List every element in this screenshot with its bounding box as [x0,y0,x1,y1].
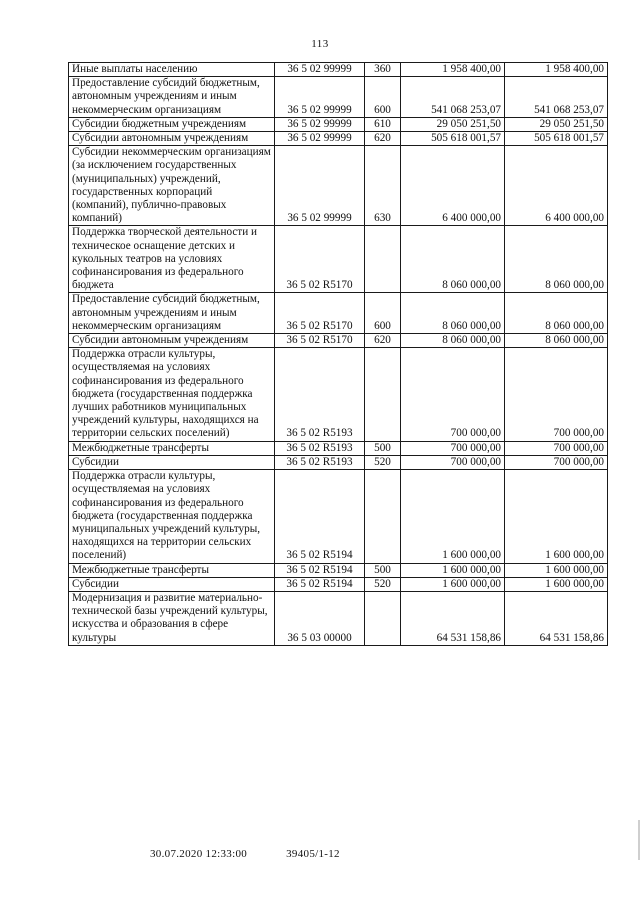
row-amount-a-cell: 1 958 400,00 [401,63,505,77]
row-amount-b-cell: 700 000,00 [505,441,608,455]
table-row [69,293,608,334]
row-amount-b-cell: 6 400 000,00 [505,146,608,226]
row-amount-a-cell: 8 060 000,00 [401,334,505,348]
row-amount-b-cell: 64 531 158,86 [505,591,608,645]
table-row [69,591,608,645]
row-expense-type-cell: 500 [365,441,401,455]
table-row [69,348,608,441]
row-expense-type-cell [365,226,401,293]
row-amount-a-cell: 1 600 000,00 [401,577,505,591]
row-code-cell: 36 5 02 R5193 [275,441,365,455]
row-code-cell: 36 5 02 R5194 [275,563,365,577]
row-code-cell: 36 5 02 R5194 [275,470,365,563]
row-amount-a-cell: 700 000,00 [401,348,505,441]
row-amount-b-cell: 8 060 000,00 [505,293,608,334]
row-expense-type-cell: 360 [365,63,401,77]
row-name-cell: Предоставление субсидий бюджетным, автономным учреждениям и иным некоммерческим организациям [69,293,275,334]
row-amount-a-cell: 29 050 251,50 [401,117,505,131]
row-name-cell: Субсидии некоммерческим организациям (за исключением государственных (муниципальных) учреждений, государственных корпораций (компаний), публично-правовых компаний) [69,146,275,226]
row-name-cell: Поддержка отрасли культуры, осуществляемая на условиях софинансирования из федерального бюджета (государственная поддержка лучших работников муниципальных учреждений культуры, находящихся на территории сельских поселений) [69,348,275,441]
row-amount-a-cell: 505 618 001,57 [401,132,505,146]
row-name-cell: Поддержка отрасли культуры, осуществляемая на условиях софинансирования из федерального бюджета (государственная поддержка муниципальных учреждений культуры, находящихся на территории сельских поселений) [69,470,275,563]
row-code-cell: 36 5 02 R5170 [275,293,365,334]
row-amount-a-cell: 700 000,00 [401,441,505,455]
row-code-cell: 36 5 02 R5193 [275,455,365,469]
row-code-cell: 36 5 02 R5170 [275,226,365,293]
row-name-cell: Межбюджетные трансферты [69,441,275,455]
budget-table [68,62,608,646]
row-amount-a-cell: 541 068 253,07 [401,77,505,118]
row-amount-b-cell: 1 600 000,00 [505,470,608,563]
row-expense-type-cell: 600 [365,77,401,118]
row-amount-a-cell: 1 600 000,00 [401,470,505,563]
row-amount-b-cell: 505 618 001,57 [505,132,608,146]
row-amount-a-cell: 700 000,00 [401,455,505,469]
row-code-cell: 36 5 02 R5193 [275,348,365,441]
row-amount-b-cell: 700 000,00 [505,348,608,441]
table-row [69,441,608,455]
row-expense-type-cell: 630 [365,146,401,226]
row-amount-b-cell: 1 600 000,00 [505,563,608,577]
table-row [69,455,608,469]
row-expense-type-cell [365,470,401,563]
row-code-cell: 36 5 02 99999 [275,146,365,226]
row-amount-a-cell: 8 060 000,00 [401,226,505,293]
table-row [69,117,608,131]
row-amount-a-cell: 8 060 000,00 [401,293,505,334]
row-expense-type-cell: 600 [365,293,401,334]
row-expense-type-cell: 610 [365,117,401,131]
table-row [69,146,608,226]
row-amount-b-cell: 8 060 000,00 [505,226,608,293]
row-name-cell: Иные выплаты населению [69,63,275,77]
table-row [69,470,608,563]
row-code-cell: 36 5 02 99999 [275,63,365,77]
row-name-cell: Поддержка творческой деятельности и техническое оснащение детских и кукольных театров на условиях софинансирования из федерального бюджета [69,226,275,293]
row-expense-type-cell: 500 [365,563,401,577]
row-amount-b-cell: 700 000,00 [505,455,608,469]
table-row [69,63,608,77]
row-amount-a-cell: 1 600 000,00 [401,563,505,577]
row-code-cell: 36 5 03 00000 [275,591,365,645]
row-code-cell: 36 5 02 R5194 [275,577,365,591]
table-row [69,577,608,591]
row-name-cell: Субсидии бюджетным учреждениям [69,117,275,131]
row-amount-b-cell: 29 050 251,50 [505,117,608,131]
row-amount-a-cell: 64 531 158,86 [401,591,505,645]
row-name-cell: Субсидии автономным учреждениям [69,132,275,146]
row-expense-type-cell [365,348,401,441]
row-amount-b-cell: 1 600 000,00 [505,577,608,591]
row-amount-a-cell: 6 400 000,00 [401,146,505,226]
row-amount-b-cell: 1 958 400,00 [505,63,608,77]
table-row [69,334,608,348]
table-row [69,132,608,146]
footer-timestamp: 30.07.2020 12:33:00 [150,848,248,860]
row-expense-type-cell: 620 [365,132,401,146]
row-expense-type-cell: 620 [365,334,401,348]
footer-document-reference: 39405/1-12 [286,848,340,860]
row-amount-b-cell: 541 068 253,07 [505,77,608,118]
table-row [69,77,608,118]
row-name-cell: Модернизация и развитие материально-технической базы учреждений культуры, искусства и образования в сфере культуры [69,591,275,645]
row-code-cell: 36 5 02 99999 [275,77,365,118]
row-expense-type-cell: 520 [365,577,401,591]
row-name-cell: Субсидии автономным учреждениям [69,334,275,348]
row-amount-b-cell: 8 060 000,00 [505,334,608,348]
row-code-cell: 36 5 02 R5170 [275,334,365,348]
document-footer [150,848,340,860]
table-row [69,563,608,577]
row-code-cell: 36 5 02 99999 [275,117,365,131]
row-expense-type-cell [365,591,401,645]
row-name-cell: Субсидии [69,577,275,591]
row-name-cell: Межбюджетные трансферты [69,563,275,577]
row-code-cell: 36 5 02 99999 [275,132,365,146]
row-name-cell: Субсидии [69,455,275,469]
page-number: 113 [311,38,329,50]
budget-table-body [69,63,608,646]
table-row [69,226,608,293]
row-name-cell: Предоставление субсидий бюджетным, автономным учреждениям и иным некоммерческим организациям [69,77,275,118]
row-expense-type-cell: 520 [365,455,401,469]
